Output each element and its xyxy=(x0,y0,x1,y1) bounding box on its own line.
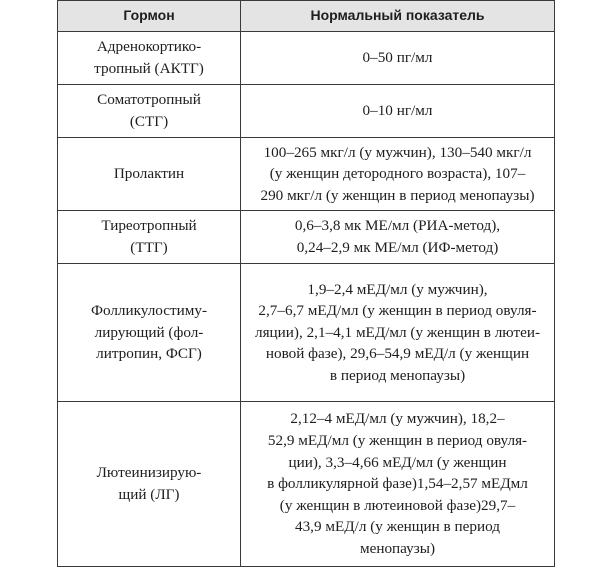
normal-value-cell xyxy=(241,138,555,211)
hormone-name-cell xyxy=(58,402,241,567)
table-row-acth xyxy=(58,32,555,85)
hormone-name-line: Фолликулостиму- xyxy=(90,302,208,320)
normal-value-line: в период менопаузы) xyxy=(329,366,466,384)
normal-value-line: новой фазе), 29,6–54,9 мЕД/л (у женщин xyxy=(265,345,530,363)
normal-value-line: (у женщин детородного возраста), 107– xyxy=(269,165,526,183)
normal-value-line: 290 мкг/л (у женщин в период менопаузы) xyxy=(260,186,535,204)
hormone-name-line: лирующий (фол- xyxy=(94,323,204,341)
normal-value-line: 0,24–2,9 мк МЕ/мл (ИФ-метод) xyxy=(296,239,499,256)
normal-value-line: 1,9–2,4 мЕД/мл (у мужчин), xyxy=(307,280,488,298)
hormone-name-line: Тиреотропный xyxy=(101,217,197,235)
normal-value-line: 2,12–4 мЕД/мл (у мужчин), 18,2– xyxy=(290,410,505,428)
normal-value-line: в фолликулярной фазе)1,54–2,57 мЕДмл xyxy=(267,475,528,493)
hormone-name-line: (СТГ) xyxy=(129,113,169,130)
hormone-name-line: литропин, ФСГ) xyxy=(96,345,202,363)
hormone-name-line: Пролактин xyxy=(113,165,185,183)
hormone-name-cell xyxy=(58,264,241,402)
normal-value-line: 0,6–3,8 мк МЕ/мл (РИА-метод), xyxy=(294,217,501,235)
table-row-tsh xyxy=(58,211,555,264)
normal-value-line: 2,7–6,7 мЕД/мл (у женщин в период овуля- xyxy=(258,302,537,320)
hormone-name-line: Лютеинизирую- xyxy=(96,464,202,482)
normal-value-cell xyxy=(241,264,555,402)
normal-value-line: 0–10 нг/мл xyxy=(362,102,433,120)
normal-value-line: 52,9 мЕД/мл (у женщин в период овуля- xyxy=(267,432,528,450)
hormone-table-container xyxy=(57,0,554,563)
normal-value-line: 0–50 пг/мл xyxy=(362,49,433,67)
normal-value-cell xyxy=(241,85,555,138)
table-row-stg xyxy=(58,85,555,138)
hormone-name-line: тропный (АКТГ) xyxy=(94,60,204,77)
hormone-name-cell xyxy=(58,211,241,264)
normal-value-line: ляции), 2,1–4,1 мЕД/мл (у женщин в лютеи- xyxy=(254,323,541,341)
table-row-fsh xyxy=(58,264,555,402)
header-normal-value: Нормальный показатель xyxy=(241,1,555,32)
normal-value-cell xyxy=(241,32,555,85)
normal-value-cell xyxy=(241,402,555,567)
header-hormone: Гормон xyxy=(58,1,241,32)
table-row-lh xyxy=(58,402,555,567)
hormone-name-cell xyxy=(58,32,241,85)
normal-value-line: (у женщин в лютеиновой фазе)29,7– xyxy=(279,496,516,514)
hormone-name-cell xyxy=(58,138,241,211)
hormone-name-line: щий (ЛГ) xyxy=(118,486,180,503)
normal-value-line: ции), 3,3–4,66 мЕД/мл (у женщин xyxy=(288,453,507,471)
normal-value-cell xyxy=(241,211,555,264)
hormone-name-line: Соматотропный xyxy=(97,91,201,109)
normal-value-line: менопаузы) xyxy=(359,539,436,557)
table-header-row xyxy=(58,1,555,32)
table-row-prolactin xyxy=(58,138,555,211)
hormone-name-cell xyxy=(58,85,241,138)
normal-value-line: 43,9 мЕД/л (у женщин в период xyxy=(294,518,501,536)
hormone-norms-table xyxy=(57,0,555,567)
normal-value-line: 100–265 мкг/л (у мужчин), 130–540 мкг/л xyxy=(263,143,532,161)
hormone-name-line: Адренокортико- xyxy=(96,38,202,56)
hormone-name-line: (ТТГ) xyxy=(130,239,168,256)
